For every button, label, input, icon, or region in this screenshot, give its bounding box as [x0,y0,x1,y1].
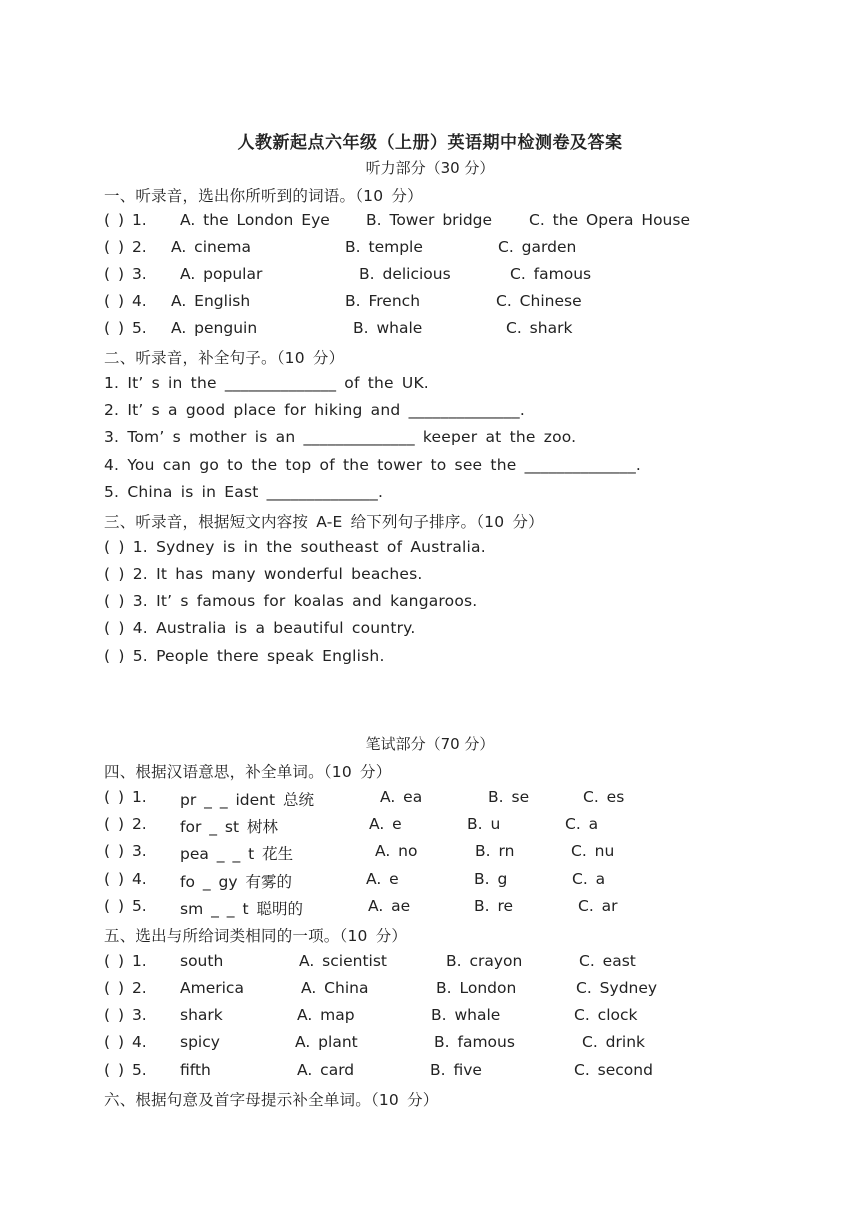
section-5-heading: 五、选出与所给词类相同的一项。（10 分） [104,927,408,945]
option-c: C. a [565,815,599,833]
question-word: fo _ gy 有雾的 [180,873,292,891]
option-c: C. a [572,870,606,888]
s3-sentence-1: ( ) 1. Sydney is in the southeast of Australia. [104,538,486,556]
question-number: ( ) 4. [104,292,147,310]
option-b: B. whale [353,319,423,337]
s3-sentence-3: ( ) 3. It’ s famous for koalas and kangaroos. [104,592,478,610]
option-c: C. Chinese [496,292,582,310]
question-number: ( ) 2. [104,815,147,833]
question-word: pea _ _ t 花生 [180,845,294,863]
s2-sentence-2: 2. It’ s a good place for hiking and ______________. [104,401,526,419]
question-number: ( ) 1. [104,211,147,229]
option-b: B. famous [434,1033,515,1051]
option-c: C. drink [582,1033,645,1051]
option-b: B. re [474,897,514,915]
option-c: C. second [574,1061,653,1079]
option-a: A. map [297,1006,355,1024]
option-a: A. ae [368,897,411,915]
option-a: A. popular [180,265,263,283]
question-word: south [180,952,224,970]
option-c: C. famous [510,265,592,283]
option-b: B. delicious [359,265,451,283]
option-c: C. garden [498,238,577,256]
page-title: 人教新起点六年级（上册）英语期中检测卷及答案 [237,133,623,153]
s2-sentence-1: 1. It’ s in the ______________ of the UK. [104,374,429,392]
option-a: A. English [171,292,251,310]
question-word: shark [180,1006,223,1024]
question-number: ( ) 5. [104,897,147,915]
option-a: A. the London Eye [180,211,330,229]
option-b: B. five [430,1061,482,1079]
question-word: pr _ _ ident 总统 [180,791,315,809]
question-number: ( ) 4. [104,870,147,888]
question-word: for _ st 树林 [180,818,278,836]
section-3-heading: 三、听录音，根据短文内容按 A-E 给下列句子排序。（10 分） [104,513,544,531]
option-b: B. g [474,870,508,888]
section-1-heading: 一、听录音，选出你所听到的词语。（10 分） [104,187,423,205]
section-4-heading: 四、根据汉语意思，补全单词。（10 分） [104,763,392,781]
option-a: A. China [301,979,369,997]
s2-sentence-5: 5. China is in East ______________. [104,483,384,501]
section-6-heading: 六、根据句意及首字母提示补全单词。（10 分） [104,1091,439,1109]
option-b: B. temple [345,238,423,256]
option-a: A. plant [295,1033,358,1051]
question-number: ( ) 2. [104,979,147,997]
s3-sentence-2: ( ) 2. It has many wonderful beaches. [104,565,423,583]
s3-sentence-4: ( ) 4. Australia is a beautiful country. [104,619,416,637]
option-b: B. crayon [446,952,523,970]
option-c: C. clock [574,1006,638,1024]
option-c: C. the Opera House [529,211,690,229]
option-a: A. e [366,870,399,888]
question-word: America [180,979,244,997]
option-b: B. u [467,815,501,833]
option-c: C. es [583,788,625,806]
s2-sentence-4: 4. You can go to the top of the tower to see the ______________. [104,456,642,474]
s3-sentence-5: ( ) 5. People there speak English. [104,647,385,665]
option-c: C. ar [578,897,618,915]
question-number: ( ) 1. [104,952,147,970]
option-a: A. scientist [299,952,387,970]
option-a: A. ea [380,788,423,806]
option-c: C. shark [506,319,573,337]
option-c: C. east [579,952,636,970]
option-a: A. card [297,1061,355,1079]
option-b: B. Tower bridge [366,211,493,229]
question-word: fifth [180,1061,211,1079]
option-b: B. rn [475,842,515,860]
question-number: ( ) 3. [104,842,147,860]
question-number: ( ) 3. [104,265,147,283]
question-number: ( ) 3. [104,1006,147,1024]
listening-heading: 听力部分（30 分） [365,159,495,177]
question-number: ( ) 5. [104,319,147,337]
option-b: B. whale [431,1006,501,1024]
option-c: C. Sydney [576,979,658,997]
writing-heading: 笔试部分（70 分） [365,735,495,753]
question-number: ( ) 5. [104,1061,147,1079]
option-b: B. London [436,979,517,997]
section-2-heading: 二、听录音，补全句子。（10 分） [104,349,345,367]
option-b: B. French [345,292,421,310]
option-a: A. penguin [171,319,258,337]
question-number: ( ) 4. [104,1033,147,1051]
option-a: A. no [375,842,418,860]
option-a: A. cinema [171,238,251,256]
question-word: spicy [180,1033,220,1051]
s2-sentence-3: 3. Tom’ s mother is an ______________ keeper at the zoo. [104,428,577,446]
question-number: ( ) 2. [104,238,147,256]
option-a: A. e [369,815,402,833]
option-b: B. se [488,788,530,806]
question-number: ( ) 1. [104,788,147,806]
question-word: sm _ _ t 聪明的 [180,900,303,918]
option-c: C. nu [571,842,615,860]
